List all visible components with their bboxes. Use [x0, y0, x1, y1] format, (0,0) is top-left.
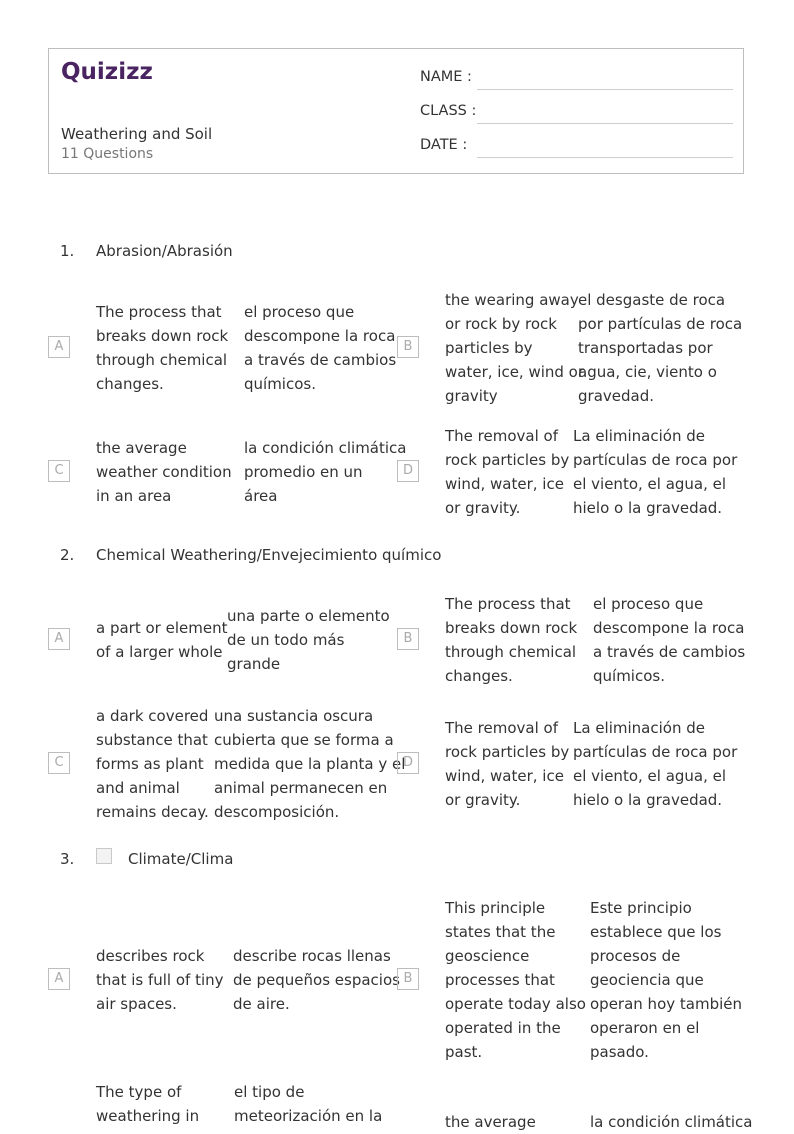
option-line: or rock by rock	[445, 315, 557, 333]
option-line: operan hoy también	[590, 995, 742, 1013]
option-text-en	[445, 1110, 536, 1134]
option-line: hielo o la gravedad.	[573, 791, 723, 809]
option-line: agua, cie, viento o	[578, 363, 717, 381]
question-number: 1.	[60, 242, 75, 260]
option-line: hielo o la gravedad.	[573, 499, 723, 517]
option-letter: A	[48, 336, 70, 358]
option-line: changes.	[96, 375, 164, 393]
date-line[interactable]	[477, 157, 733, 158]
option-text-en	[96, 616, 227, 664]
option-line: la condición climática	[590, 1113, 753, 1131]
option-line: grande	[227, 655, 281, 673]
option-line: geociencia que	[590, 971, 704, 989]
question-prompt: Chemical Weathering/Envejecimiento químico	[96, 546, 442, 564]
broken-image-icon	[96, 848, 112, 864]
option-text-es	[590, 896, 742, 1064]
option-line: procesos de	[590, 947, 681, 965]
option-line: una sustancia oscura	[214, 707, 374, 725]
option-line: The removal of	[445, 719, 558, 737]
option-text-en	[445, 896, 586, 1064]
option-line: operated in the	[445, 1019, 561, 1037]
option-line: remains decay.	[96, 803, 209, 821]
option-letter: D	[397, 752, 419, 774]
option-text-es	[573, 716, 737, 812]
option-letter: C	[48, 752, 70, 774]
option-text-es	[573, 424, 737, 520]
option-line: the average	[445, 1113, 536, 1131]
option-line: operaron en el	[590, 1019, 700, 1037]
option-line: pasado.	[590, 1043, 649, 1061]
option-line: el viento, el agua, el	[573, 767, 727, 785]
option-line: la condición climática	[244, 439, 407, 457]
option-text-en	[445, 424, 569, 520]
option-text-es	[593, 592, 745, 688]
option-line: The type of	[96, 1083, 182, 1101]
option-line: breaks down rock	[96, 327, 229, 345]
option-text-en	[445, 716, 569, 812]
option-letter: B	[397, 628, 419, 650]
option-line: through chemical	[96, 351, 228, 369]
option-line: water, ice, wind or	[445, 363, 585, 381]
question-number: 2.	[60, 546, 75, 564]
option-line: promedio en un	[244, 463, 363, 481]
option-line: operate today also	[445, 995, 586, 1013]
question-number: 3.	[60, 850, 75, 868]
option-line: states that the	[445, 923, 556, 941]
option-text-en	[96, 944, 224, 1016]
option-line: a través de cambios	[593, 643, 746, 661]
option-line: through chemical	[445, 643, 577, 661]
option-line: the average	[96, 439, 187, 457]
logo-text: Quizizz	[61, 59, 153, 85]
option-line: a part or element	[96, 619, 228, 637]
date-label: DATE :	[420, 137, 468, 153]
option-line: La eliminación de	[573, 427, 705, 445]
option-text-es	[233, 944, 400, 1016]
question-prompt: Abrasion/Abrasión	[96, 242, 233, 260]
option-line: The removal of	[445, 427, 558, 445]
option-line: cubierta que se forma a	[214, 731, 394, 749]
option-letter: A	[48, 628, 70, 650]
option-line: de aire.	[233, 995, 290, 1013]
worksheet-header	[48, 48, 744, 174]
option-line: geoscience	[445, 947, 530, 965]
option-line: that is full of tiny	[96, 971, 224, 989]
option-line: weather condition	[96, 463, 232, 481]
option-line: This principle	[445, 899, 546, 917]
option-letter: C	[48, 460, 70, 482]
option-line: gravity	[445, 387, 498, 405]
option-text-es	[590, 1110, 753, 1134]
question-prompt: Climate/Clima	[128, 850, 234, 868]
option-line: el tipo de	[234, 1083, 305, 1101]
option-line: or gravity.	[445, 499, 521, 517]
option-text-es	[227, 604, 390, 676]
option-text-es	[234, 1080, 382, 1128]
option-line: químicos.	[244, 375, 316, 393]
option-line: de un todo más	[227, 631, 345, 649]
option-line: substance that	[96, 731, 208, 749]
option-line: past.	[445, 1043, 483, 1061]
option-line: área	[244, 487, 278, 505]
option-line: transportadas por	[578, 339, 713, 357]
option-text-en	[96, 1080, 199, 1128]
option-line: meteorización en la	[234, 1107, 383, 1125]
option-text-en	[445, 592, 577, 688]
option-line: el viento, el agua, el	[573, 475, 727, 493]
option-text-es	[214, 704, 405, 824]
option-line: el desgaste de roca	[578, 291, 726, 309]
option-text-en	[445, 288, 584, 408]
option-line: The process that	[96, 303, 222, 321]
option-line: partículas de roca por	[573, 743, 738, 761]
option-line: in an area	[96, 487, 172, 505]
option-line: the wearing away	[445, 291, 579, 309]
option-letter: A	[48, 968, 70, 990]
option-line: rock particles by	[445, 743, 570, 761]
option-line: rock particles by	[445, 451, 570, 469]
option-line: of a larger whole	[96, 643, 223, 661]
option-line: químicos.	[593, 667, 665, 685]
option-line: particles by	[445, 339, 533, 357]
option-line: wind, water, ice	[445, 767, 564, 785]
name-label: NAME :	[420, 69, 472, 85]
option-line: describe rocas llenas	[233, 947, 391, 965]
name-line[interactable]	[477, 89, 733, 90]
option-line: or gravity.	[445, 791, 521, 809]
option-line: de pequeños espacios	[233, 971, 400, 989]
option-line: Este principio	[590, 899, 692, 917]
option-line: breaks down rock	[445, 619, 578, 637]
option-line: una parte o elemento	[227, 607, 390, 625]
option-line: processes that	[445, 971, 555, 989]
option-line: and animal	[96, 779, 180, 797]
option-line: wind, water, ice	[445, 475, 564, 493]
option-letter: B	[397, 968, 419, 990]
option-line: gravedad.	[578, 387, 654, 405]
option-line: describes rock	[96, 947, 205, 965]
worksheet-title: Weathering and Soil	[61, 125, 213, 143]
option-text-en	[96, 436, 232, 508]
option-line: el proceso que	[593, 595, 704, 613]
class-label: CLASS :	[420, 103, 477, 119]
option-text-en	[96, 300, 228, 396]
option-line: descomposición.	[214, 803, 340, 821]
option-line: weathering in	[96, 1107, 200, 1125]
option-text-es	[578, 288, 742, 408]
question-count: 11 Questions	[61, 146, 154, 162]
option-line: changes.	[445, 667, 513, 685]
option-line: descompone la roca	[244, 327, 396, 345]
option-line: a dark covered	[96, 707, 209, 725]
option-line: medida que la planta y el	[214, 755, 406, 773]
class-line[interactable]	[477, 123, 733, 124]
option-line: The process that	[445, 595, 571, 613]
option-line: partículas de roca por	[573, 451, 738, 469]
option-text-en	[96, 704, 209, 824]
option-letter: D	[397, 460, 419, 482]
option-line: animal permanecen en	[214, 779, 388, 797]
option-line: establece que los	[590, 923, 722, 941]
option-line: el proceso que	[244, 303, 355, 321]
option-line: forms as plant	[96, 755, 204, 773]
option-line: air spaces.	[96, 995, 177, 1013]
option-line: por partículas de roca	[578, 315, 743, 333]
option-text-es	[244, 300, 396, 396]
option-line: descompone la roca	[593, 619, 745, 637]
option-letter: B	[397, 336, 419, 358]
option-text-es	[244, 436, 407, 508]
quizizz-logo	[61, 57, 153, 87]
option-line: La eliminación de	[573, 719, 705, 737]
option-line: a través de cambios	[244, 351, 397, 369]
